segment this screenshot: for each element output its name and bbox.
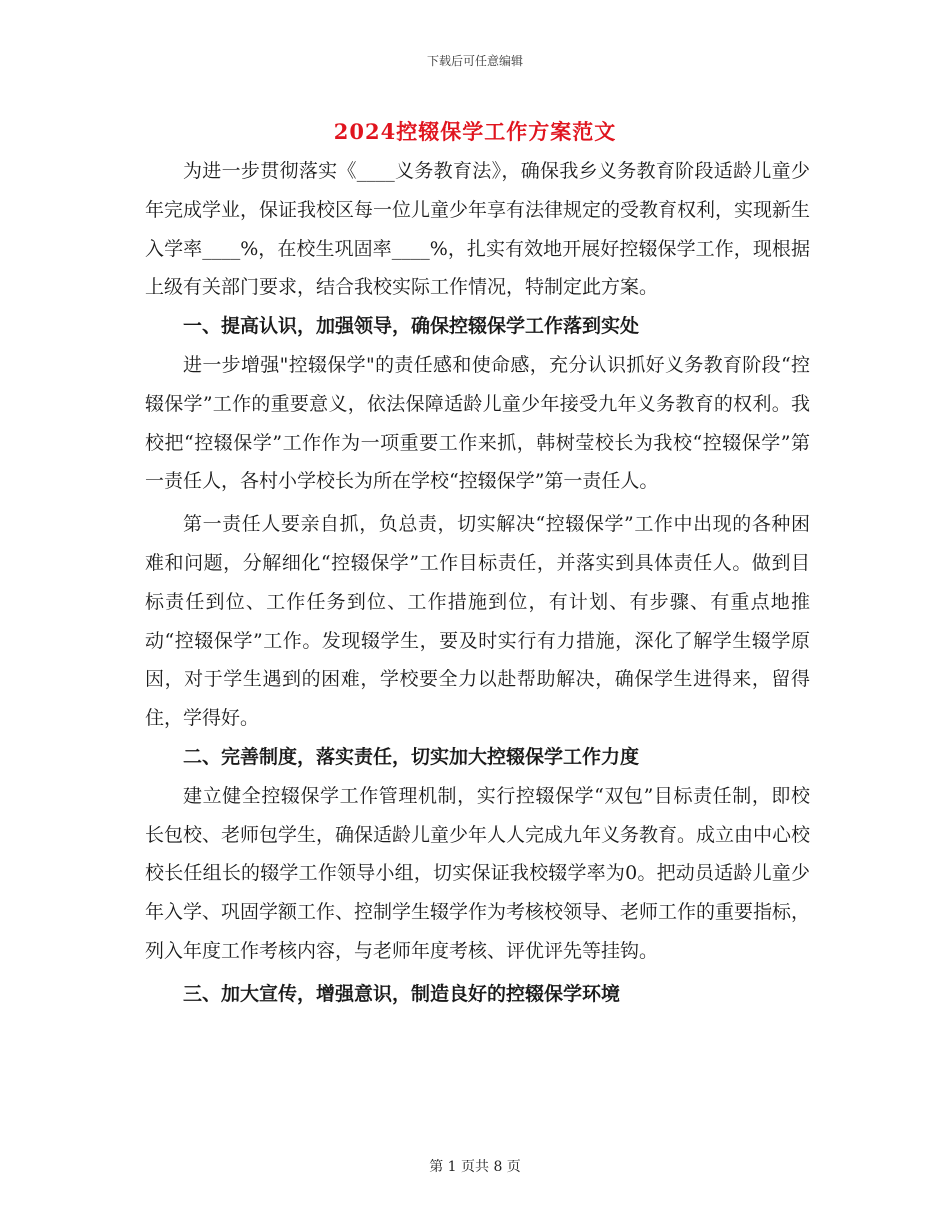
- section-heading-2: 二、完善制度，落实责任，切实加大控辍保学工作力度: [183, 745, 640, 768]
- document-body: [145, 152, 810, 1014]
- section-heading-1: 一、提高认识，加强领导，确保控辍保学工作落到实处: [183, 315, 640, 338]
- document-title: 2024控辍保学工作方案范文: [333, 119, 617, 144]
- page-footer: 第 1 页共 8 页: [429, 1159, 521, 1175]
- paragraph-section1-a: 进一步增强"控辍保学"的责任感和使命感，充分认识抓好义务教育阶段“控辍保学”工作的重要意义，依法保障适龄儿童少年接受九年义务教育的权利。我校把“控辍保学”工作作为一项重要工作来抓，韩树莹校长为我校“控辍保学”第一责任人，各村小学校长为所在学校“控辍保学”第一责任人。: [145, 353, 810, 493]
- paragraph-section2: 建立健全控辍保学工作管理机制，实行控辍保学“双包”目标责任制，即校长包校、老师包学生，确保适龄儿童少年人人完成九年义务教育。成立由中心校校长任组长的辍学工作领导小组，切实保证我校辍学率为0。把动员适龄儿童少年入学、巩固学额工作、控制学生辍学作为考核校领导、老师工作的重要指标，列入年度工作考核内容，与老师年度考核、评优评先等挂钩。: [145, 784, 811, 962]
- paragraph-section1-b: 第一责任人要亲自抓，负总责，切实解决“控辍保学”工作中出现的各种困难和问题，分解细化“控辍保学”工作目标责任，并落实到具体责任人。做到目标责任到位、工作任务到位、工作措施到位，有计划、有步骤、有重点地推动“控辍保学”工作。发现辍学生，要及时实行有力措施，深化了解学生辍学原因，对于学生遇到的困难，学校要全力以赴帮助解决，确保学生进得来，留得住，学得好。: [145, 513, 810, 730]
- section-heading-3: 三、加大宣传，增强意识，制造良好的控辍保学环境: [183, 982, 621, 1005]
- page-header: 下载后可任意编辑: [426, 54, 523, 68]
- paragraph-intro: 为进一步贯彻落实《____义务教育法》，确保我乡义务教育阶段适龄儿童少年完成学业，保证我校区每一位儿童少年享有法律规定的受教育权利，实现新生入学率____%，在校生巩固率____%，扎实有效地开展好控辍保学工作，现根据上级有关部门要求，结合我校实际工作情况，特制定此方案。: [145, 160, 811, 299]
